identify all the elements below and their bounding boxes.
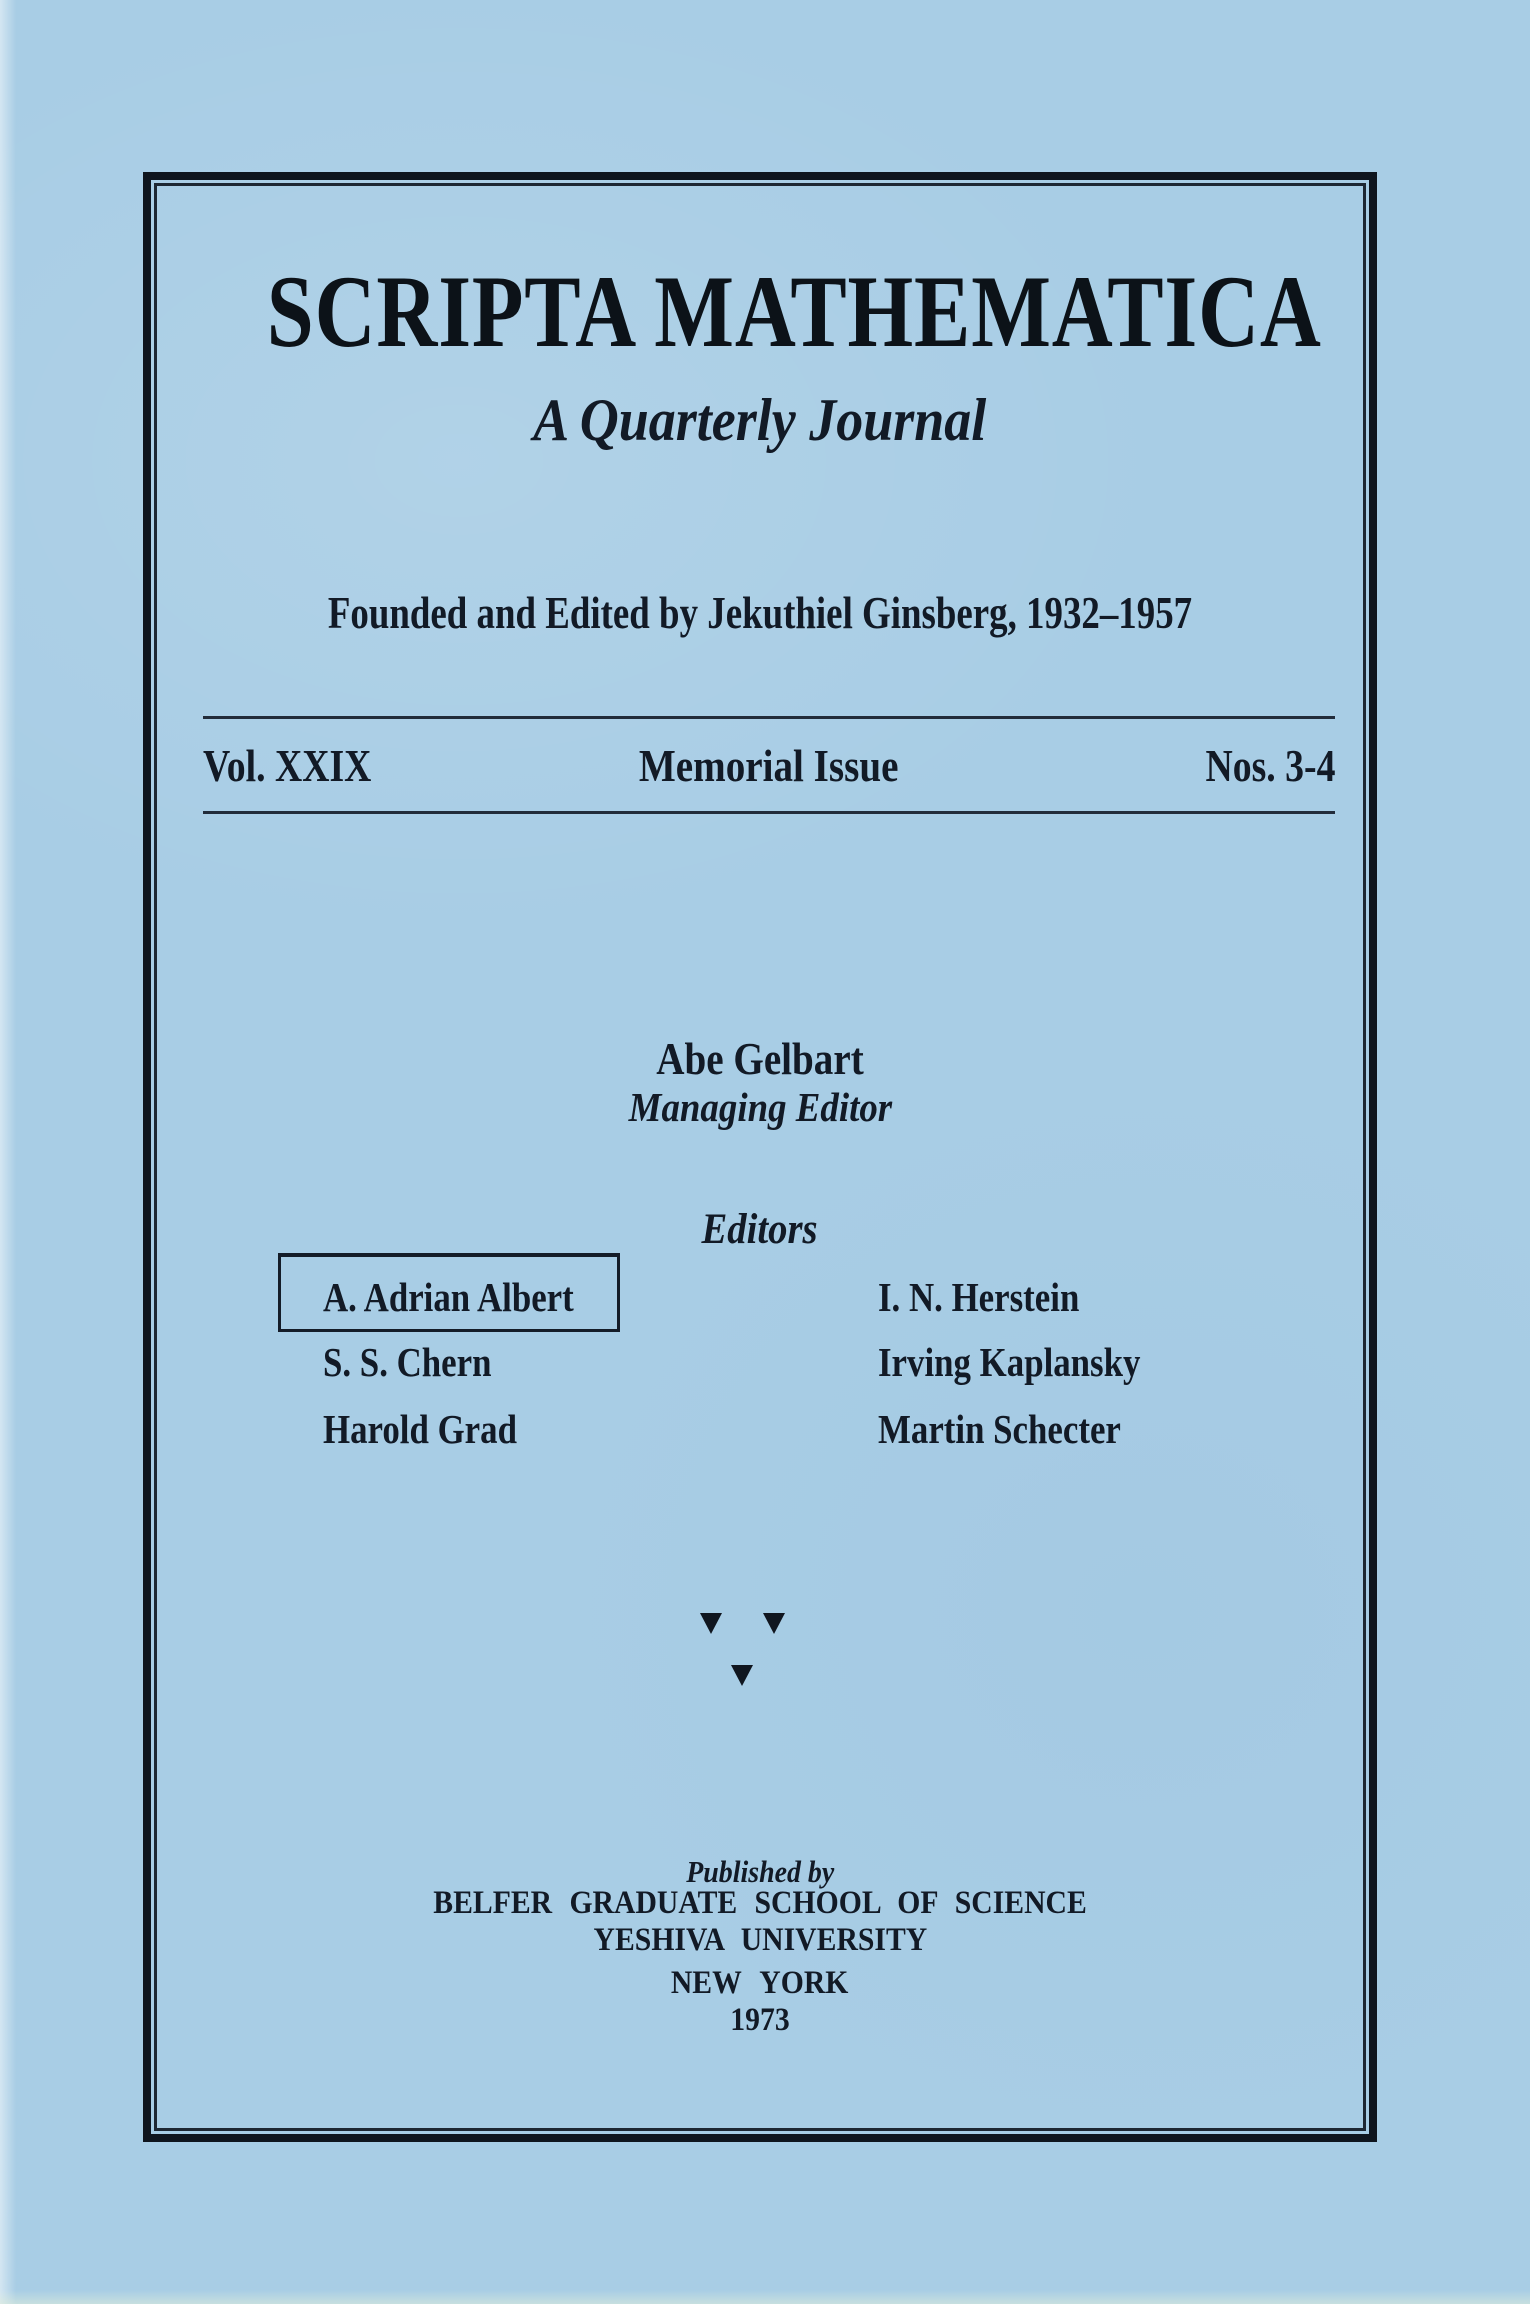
publisher-university: YESHIVA UNIVERSITY bbox=[593, 1922, 927, 1958]
publisher-name: BELFER GRADUATE SCHOOL OF SCIENCE bbox=[433, 1885, 1087, 1921]
issue-title-label: Memorial Issue bbox=[639, 740, 899, 791]
triangle-ornament-icon bbox=[700, 1613, 722, 1634]
scan-edge-bottom bbox=[0, 2290, 1530, 2304]
published-by-label: Published by bbox=[685, 1854, 835, 1889]
editor-name-schecter: Martin Schecter bbox=[878, 1406, 1121, 1452]
scan-edge-left bbox=[0, 0, 16, 2304]
cover-border-frame bbox=[143, 172, 1377, 2142]
journal-title bbox=[151, 256, 1369, 369]
editor-name-grad: Harold Grad bbox=[323, 1406, 517, 1452]
journal-title-text: SCRIPTA MATHEMATICA bbox=[266, 255, 1322, 369]
publication-year: 1973 bbox=[730, 2002, 790, 2038]
volume-label: Vol. XXIX bbox=[203, 740, 372, 791]
journal-subtitle-text: A Quarterly Journal bbox=[533, 387, 987, 453]
editor-name-kaplansky: Irving Kaplansky bbox=[878, 1339, 1141, 1385]
managing-editor-role: Managing Editor bbox=[628, 1084, 892, 1130]
editor-name-herstein: I. N. Herstein bbox=[878, 1274, 1080, 1320]
triangle-ornament-icon bbox=[763, 1613, 785, 1634]
publisher-city: NEW YORK bbox=[671, 1965, 849, 2001]
issue-info-row bbox=[203, 739, 1335, 795]
issue-numbers-label: Nos. 3-4 bbox=[1205, 740, 1335, 791]
managing-editor-name: Abe Gelbart bbox=[656, 1033, 864, 1084]
founder-line-text: Founded and Edited by Jekuthiel Ginsberg, 1932–1957 bbox=[327, 588, 1193, 638]
founder-line bbox=[151, 589, 1369, 639]
journal-subtitle bbox=[151, 387, 1369, 453]
triangle-ornament-icon bbox=[731, 1665, 753, 1686]
editors-heading: Editors bbox=[701, 1206, 819, 1253]
divider-rule-top bbox=[203, 716, 1335, 719]
cover-border-inner-rule bbox=[154, 183, 1366, 2131]
editor-name-chern: S. S. Chern bbox=[323, 1339, 492, 1385]
divider-rule-bottom bbox=[203, 811, 1335, 814]
editor-name-albert: A. Adrian Albert bbox=[323, 1274, 574, 1320]
